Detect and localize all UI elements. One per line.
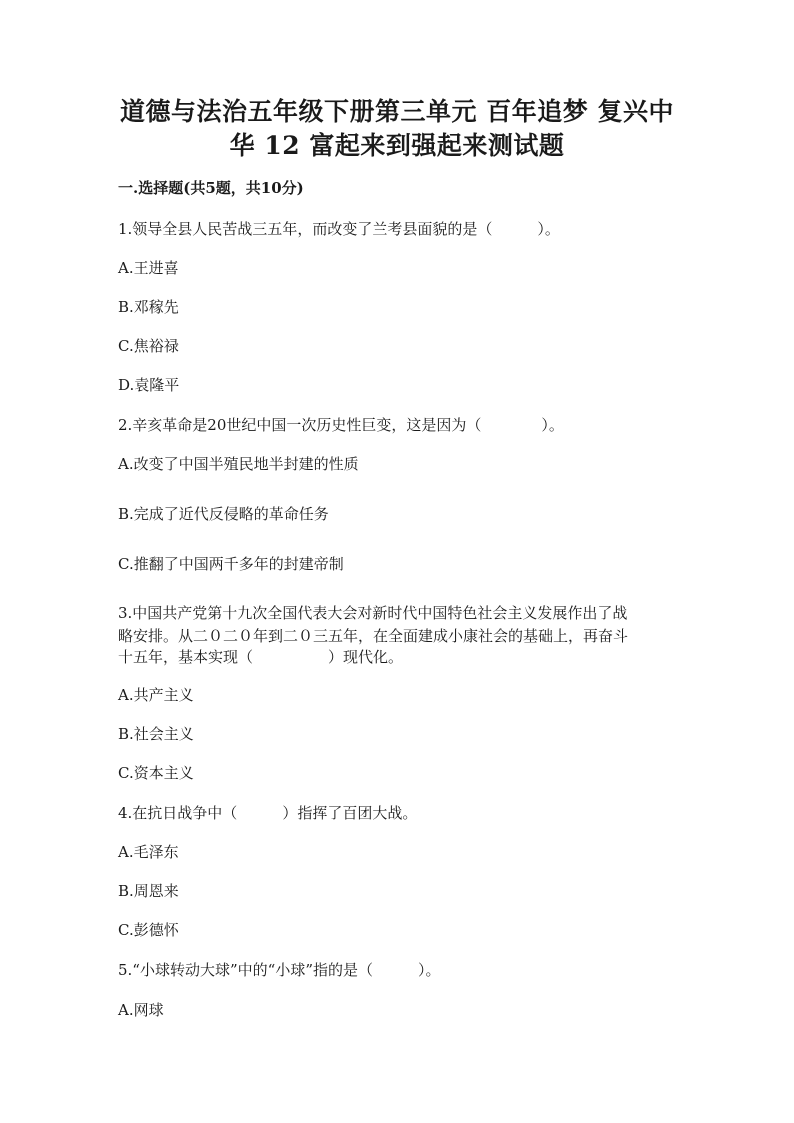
section-heading: 一.选择题(共5题，共10分)	[118, 179, 304, 197]
question-2-stem: 2.辛亥革命是20世纪中国一次历史性巨变，这是因为（ ）。	[118, 416, 564, 434]
question-2-option-a: A.改变了中国半殖民地半封建的性质	[118, 455, 359, 473]
question-1-option-b: B.邓稼先	[118, 298, 179, 316]
question-1-option-a: A.王进喜	[118, 259, 179, 277]
question-4-option-a: A.毛泽东	[118, 843, 179, 861]
document-title-line-2: 华 12 富起来到强起来测试题	[229, 131, 565, 160]
question-4-stem: 4.在抗日战争中（ ）指挥了百团大战。	[118, 804, 418, 822]
question-5-stem: 5.“小球转动大球”中的“小球”指的是（ ）。	[118, 961, 441, 979]
question-3-stem-line-3: 十五年，基本实现（ ）现代化。	[118, 648, 404, 666]
question-3-stem-line-1: 3.中国共产党第十九次全国代表大会对新时代中国特色社会主义发展作出了战	[118, 604, 628, 622]
question-5-option-a: A.网球	[118, 1001, 164, 1019]
question-2-option-c: C.推翻了中国两千多年的封建帝制	[118, 555, 344, 573]
question-1-option-c: C.焦裕禄	[118, 337, 179, 355]
document-title-line-1: 道德与法治五年级下册第三单元 百年追梦 复兴中	[120, 97, 674, 126]
question-4-option-c: C.彭德怀	[118, 921, 179, 939]
question-3-stem-line-2: 略安排。从二０二０年到二０三五年，在全面建成小康社会的基础上，再奋斗	[118, 627, 629, 645]
question-4-option-b: B.周恩来	[118, 882, 179, 900]
question-3-option-b: B.社会主义	[118, 725, 194, 743]
question-2-option-b: B.完成了近代反侵略的革命任务	[118, 505, 329, 523]
question-3-option-c: C.资本主义	[118, 764, 194, 782]
question-1-option-d: D.袁隆平	[118, 376, 180, 394]
question-1-stem: 1.领导全县人民苦战三五年，而改变了兰考县面貌的是（ ）。	[118, 220, 560, 238]
question-3-option-a: A.共产主义	[118, 686, 194, 704]
